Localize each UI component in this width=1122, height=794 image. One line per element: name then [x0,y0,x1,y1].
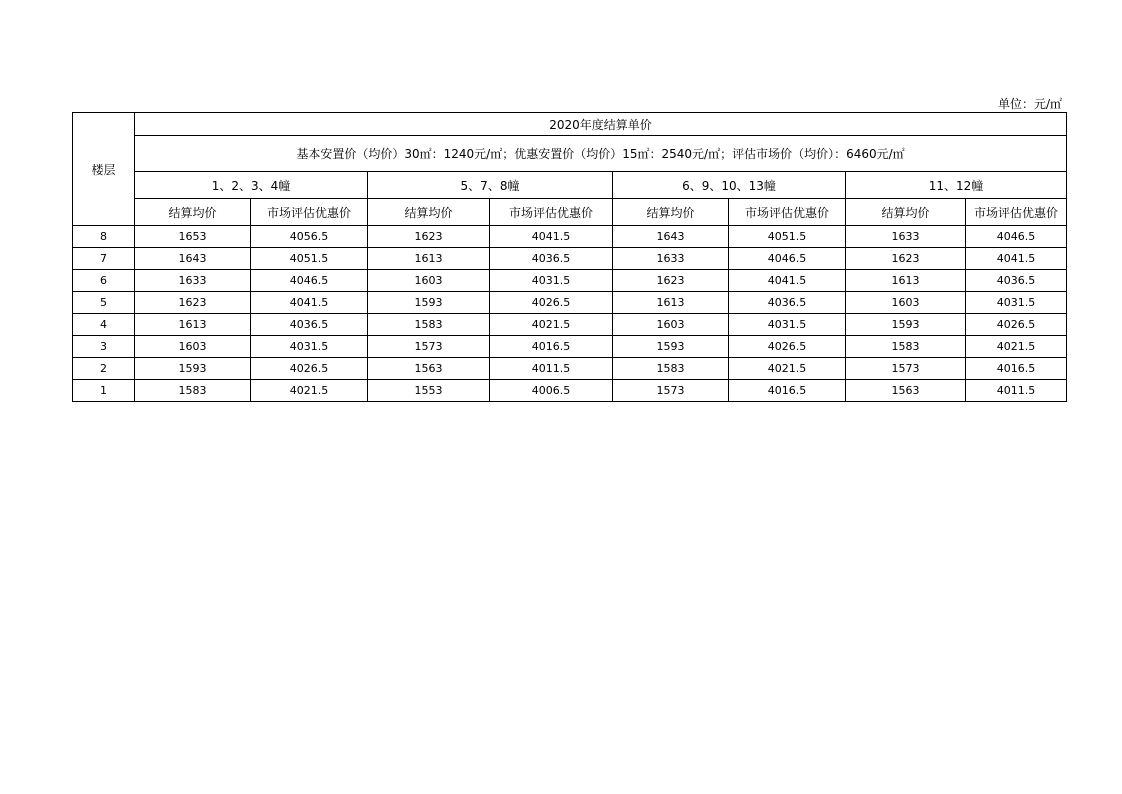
sub-header-settlement: 结算均价 [135,199,251,226]
value-cell: 1633 [846,226,966,248]
value-cell: 4016.5 [490,336,613,358]
value-cell: 1583 [613,358,729,380]
value-cell: 4031.5 [490,270,613,292]
value-cell: 4041.5 [729,270,846,292]
value-cell: 4026.5 [251,358,368,380]
value-cell: 4011.5 [490,358,613,380]
table-row [73,270,1067,292]
value-cell: 4041.5 [490,226,613,248]
value-cell: 4011.5 [966,380,1067,402]
value-cell: 4046.5 [729,248,846,270]
value-cell: 4016.5 [729,380,846,402]
value-cell: 1613 [846,270,966,292]
value-cell: 4021.5 [729,358,846,380]
table-row [73,314,1067,336]
value-cell: 4051.5 [729,226,846,248]
value-cell: 4051.5 [251,248,368,270]
unit-label: 单位：元/㎡ [997,97,1062,111]
value-cell: 1573 [368,336,490,358]
floor-cell: 6 [73,270,135,292]
value-cell: 1643 [613,226,729,248]
floor-cell: 5 [73,292,135,314]
value-cell: 1643 [135,248,251,270]
value-cell: 1603 [135,336,251,358]
value-cell: 1623 [846,248,966,270]
value-cell: 4031.5 [966,292,1067,314]
value-cell: 1613 [135,314,251,336]
group-header-3: 6、9、10、13幢 [613,172,846,199]
value-cell: 4036.5 [966,270,1067,292]
value-cell: 1583 [135,380,251,402]
value-cell: 1603 [613,314,729,336]
value-cell: 1593 [135,358,251,380]
value-cell: 4031.5 [729,314,846,336]
group-header-4: 11、12幢 [846,172,1067,199]
value-cell: 1653 [135,226,251,248]
sub-header-market: 市场评估优惠价 [966,199,1067,226]
value-cell: 1603 [846,292,966,314]
value-cell: 1603 [368,270,490,292]
value-cell: 4041.5 [251,292,368,314]
value-cell: 1573 [846,358,966,380]
value-cell: 1553 [368,380,490,402]
value-cell: 4021.5 [490,314,613,336]
sub-header-settlement: 结算均价 [613,199,729,226]
table-row [73,248,1067,270]
floor-cell: 2 [73,358,135,380]
value-cell: 1593 [368,292,490,314]
value-cell: 1583 [368,314,490,336]
value-cell: 4021.5 [966,336,1067,358]
sub-header-market: 市场评估优惠价 [490,199,613,226]
value-cell: 4031.5 [251,336,368,358]
group-header-1: 1、2、3、4幢 [135,172,368,199]
value-cell: 4036.5 [490,248,613,270]
value-cell: 4041.5 [966,248,1067,270]
table-row [73,336,1067,358]
value-cell: 4021.5 [251,380,368,402]
value-cell: 1623 [613,270,729,292]
floor-cell: 1 [73,380,135,402]
sub-header-market: 市场评估优惠价 [729,199,846,226]
value-cell: 1573 [613,380,729,402]
floor-cell: 8 [73,226,135,248]
value-cell: 1633 [135,270,251,292]
value-cell: 1593 [613,336,729,358]
sub-header-market: 市场评估优惠价 [251,199,368,226]
settlement-price-table [72,112,1067,402]
value-cell: 4036.5 [729,292,846,314]
group-header-2: 5、7、8幢 [368,172,613,199]
value-cell: 1633 [613,248,729,270]
value-cell: 1613 [613,292,729,314]
value-cell: 1593 [846,314,966,336]
table-row [73,292,1067,314]
value-cell: 1583 [846,336,966,358]
sub-header-settlement: 结算均价 [368,199,490,226]
table-row [73,380,1067,402]
value-cell: 4026.5 [490,292,613,314]
floor-header: 楼层 [73,113,135,226]
value-cell: 1613 [368,248,490,270]
value-cell: 1623 [368,226,490,248]
table-row [73,358,1067,380]
value-cell: 4026.5 [729,336,846,358]
price-basis-note: 基本安置价（均价）30㎡：1240元/㎡；优惠安置价（均价）15㎡：2540元/㎡；评估市场价（均价）：6460元/㎡ [135,136,1067,172]
value-cell: 4006.5 [490,380,613,402]
floor-cell: 7 [73,248,135,270]
value-cell: 4056.5 [251,226,368,248]
table-title: 2020年度结算单价 [135,113,1067,136]
table-row [73,226,1067,248]
value-cell: 4016.5 [966,358,1067,380]
floor-cell: 3 [73,336,135,358]
sub-header-settlement: 结算均价 [846,199,966,226]
value-cell: 4046.5 [251,270,368,292]
floor-cell: 4 [73,314,135,336]
value-cell: 1563 [846,380,966,402]
value-cell: 4046.5 [966,226,1067,248]
value-cell: 1623 [135,292,251,314]
value-cell: 4036.5 [251,314,368,336]
value-cell: 1563 [368,358,490,380]
value-cell: 4026.5 [966,314,1067,336]
